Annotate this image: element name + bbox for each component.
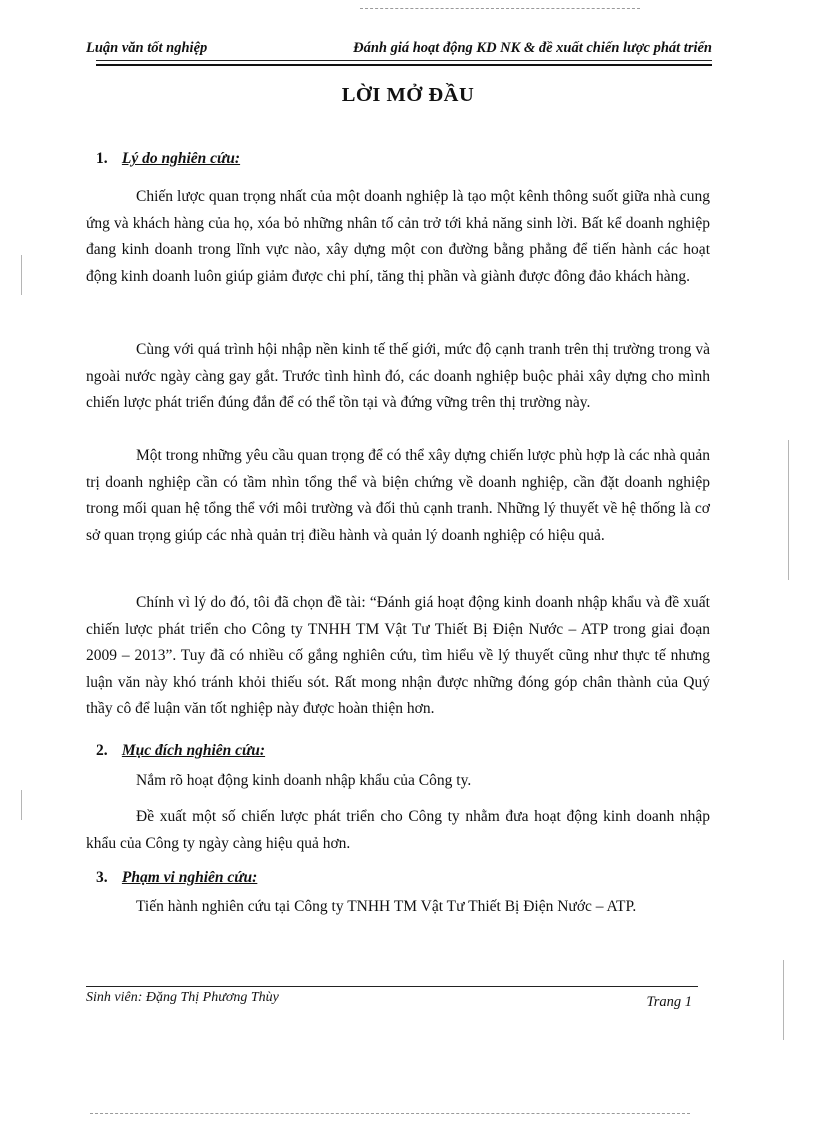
header-right: Đánh giá hoạt động KD NK & đề xuất chiến lược phát triển	[353, 40, 712, 56]
paragraph-5: Nắm rõ hoạt động kinh doanh nhập khẩu của Công ty.	[136, 772, 472, 789]
section-number: 3.	[96, 869, 108, 886]
section-number: 2.	[96, 742, 108, 759]
section-heading-1	[96, 150, 240, 168]
section-heading-3	[96, 869, 257, 887]
scan-edge-left	[21, 255, 22, 295]
paragraph-6: Đề xuất một số chiến lược phát triển cho Công ty nhằm đưa hoạt động kinh doanh nhập khẩu của Công ty ngày càng hiệu quả hơn.	[86, 808, 710, 852]
paragraph-1: Chiến lược quan trọng nhất của một doanh nghiệp là tạo một kênh thông suốt giữa nhà cung ứng và khách hàng của họ, xóa bỏ những nhân tố cản trở tới khả năng sinh lời. Bất kể doanh nghiệp đang kinh doanh trong lĩnh vực nào, xây dựng một con đường bằng phẳng để tiến hành các hoạt động kinh doanh luôn giúp giảm được chi phí, tăng thị phần và giành được đông đảo khách hàng.	[86, 188, 710, 285]
section-heading-2	[96, 742, 265, 760]
paragraph-7: Tiến hành nghiên cứu tại Công ty TNHH TM Vật Tư Thiết Bị Điện Nước – ATP.	[136, 898, 637, 915]
section-label: Phạm vi nghiên cứu:	[121, 869, 258, 886]
footer-student: Sinh viên: Đặng Thị Phương Thùy	[86, 990, 279, 1005]
scan-edge-bottom	[90, 1113, 690, 1114]
header-left: Luận văn tốt nghiệp	[86, 40, 208, 56]
paragraph-3: Một trong những yêu cầu quan trọng để có thể xây dựng chiến lược phù hợp là các nhà quản trị doanh nghiệp cần có tầm nhìn tổng thể và biện chứng về doanh nghiệp, cần đặt doanh nghiệp trong mối quan hệ tổng thể với môi trường và đối thủ cạnh tranh. Những lý thuyết về hệ thống là cơ sở quan trọng giúp các nhà quản trị điều hành và quản lý doanh nghiệp có hiệu quả.	[86, 447, 710, 544]
scan-edge-top	[360, 8, 640, 9]
page-title: LỜI MỞ ĐẦU	[341, 84, 475, 106]
footer-page-number: Trang 1	[646, 994, 692, 1010]
section-number: 1.	[96, 150, 108, 167]
footer-rule	[86, 986, 698, 987]
paragraph-2: Cùng với quá trình hội nhập nền kinh tế thế giới, mức độ cạnh tranh trên thị trường trong và ngoài nước ngày càng gay gắt. Trước tình hình đó, các doanh nghiệp buộc phải xây dựng cho mình chiến lược phát triển đúng đắn để có thể tồn tại và đứng vững trên thị trường này.	[86, 341, 710, 411]
scan-edge-left-2	[21, 790, 22, 820]
scan-edge-right-2	[783, 960, 784, 1040]
section-label: Lý do nghiên cứu:	[121, 150, 241, 167]
paragraph-4: Chính vì lý do đó, tôi đã chọn đề tài: “Đánh giá hoạt động kinh doanh nhập khẩu và đề xuất chiến lược phát triển cho Công ty TNHH TM Vật Tư Thiết Bị Điện Nước – ATP trong giai đoạn 2009 – 2013”. Tuy đã có nhiều cố gắng nghiên cứu, tìm hiểu về lý thuyết cũng như thực tế nhưng luận văn này khó tránh khỏi thiếu sót. Rất mong nhận được những đóng góp chân thành của Quý thầy cô để luận văn tốt nghiệp này được hoàn thiện hơn.	[86, 594, 710, 717]
scan-edge-right	[788, 440, 789, 580]
header-rule-thick	[96, 64, 712, 66]
header-rule-thin	[96, 60, 712, 61]
section-label: Mục đích nghiên cứu:	[121, 742, 266, 759]
